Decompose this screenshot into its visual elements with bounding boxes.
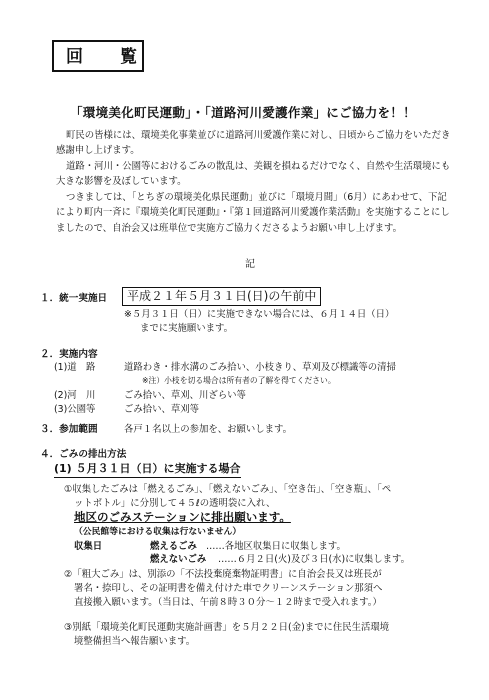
intro-paragraph-2 bbox=[56, 159, 456, 190]
intro-text-2: 道路・河川・公園等におけるごみの散乱は、美観を損ねるだけでなく、自然や生活環境にも大きな影響を及ぼしています。 bbox=[56, 161, 451, 188]
page-title: 回 覧 bbox=[66, 47, 147, 67]
item-3-line-1: ③別紙「環境美化町民運動実施計画書」を５月２２日(金)までに住民生活環境 bbox=[64, 622, 390, 633]
row-1-text: 道路わき・排水溝のごみ拾い、小枝きり、草刈及び標識等の清掃 bbox=[124, 362, 396, 373]
item-2-line-3: 直接搬入願います。（当日は、午前８時３０分～１２時まで受入れます。） bbox=[74, 597, 382, 608]
non-burnable-text: ……６月２日(火)及び３日(水)に収集します。 bbox=[218, 554, 411, 565]
headline: 「環境美化町民運動」・「道路河川愛護作業」にご協力を！！ bbox=[70, 105, 416, 120]
intro-paragraph-3 bbox=[56, 190, 456, 236]
section-3-text: 各戸１名以上の参加を、お願いします。 bbox=[124, 424, 293, 435]
row-3-label: (3)公園等 bbox=[54, 404, 96, 415]
section-4-label: ４．ごみの排出方法 bbox=[40, 449, 127, 460]
section-2-label: ２．実施内容 bbox=[40, 349, 98, 360]
section-4-sub: (1) ５月３１日（日）に実施する場合 bbox=[54, 461, 241, 478]
intro-text-3: つきましては、「とちぎの環境美化県民運動」並びに「環境月間」（6月）にあわせて、下記により町内一斉に『環境美化町民運動』・『第１回道路河川愛護作業活動』を実施することにしましたので、自治会又は班単位で実施方ご協力くださるようお願い申し上げます。 bbox=[56, 192, 450, 234]
non-burnable-label: 燃えないごみ bbox=[150, 554, 207, 565]
section-1-note-2: までに実施願います。 bbox=[140, 323, 233, 334]
row-2-text: ごみ拾い、草刈、川ざらい等 bbox=[124, 390, 246, 401]
burnable-text: ……各地区収集日に収集します。 bbox=[206, 541, 346, 552]
row-2-label: (2)河 川 bbox=[54, 390, 96, 401]
intro-paragraph-1 bbox=[56, 128, 456, 159]
section-1-label: １．統一実施日 bbox=[40, 293, 108, 304]
row-1-note: ※注）小枝を切る場合は所有者の了解を得てください。 bbox=[142, 376, 336, 385]
burnable-label: 燃えるごみ bbox=[150, 541, 197, 552]
ki-marker: 記 bbox=[245, 259, 255, 270]
intro-text-1: 町民の皆様には、環境美化事業並びに道路河川愛護作業に対し、日頃からご協力をいただき感謝申し上げます。 bbox=[56, 130, 451, 157]
row-3-text: ごみ拾い、草刈等 bbox=[124, 404, 200, 415]
implementation-date: 平成２１年５月３１日(日)の午前中 bbox=[122, 287, 321, 306]
item-1-line-1: ①収集したごみは「燃えるごみ」、「燃えないごみ」、「空き缶」、「空き瓶」、「ペ bbox=[64, 484, 392, 495]
kairan-title-box bbox=[52, 40, 147, 72]
item-1-line-2: ットボトル」に分別して４５ℓの透明袋に入れ、 bbox=[74, 498, 276, 509]
section-3-label: ３．参加範囲 bbox=[40, 424, 98, 435]
item-1-note: （公民館等における収集は行ないません） bbox=[74, 527, 242, 537]
item-2-line-2: 署名・捺印し、その証明書を備え付けた車でクリーンステーション那須へ bbox=[74, 583, 383, 594]
collection-day-label: 収集日 bbox=[74, 541, 103, 552]
item-3-line-2: 境整備担当へ報告願います。 bbox=[74, 636, 196, 647]
item-1-emphasis: 地区のごみステーションに排出願います。 bbox=[74, 510, 291, 524]
item-2-line-1: ②「粗大ごみ」は、別添の「不法投棄廃棄物証明書」に自治会長又は班長が bbox=[64, 569, 382, 580]
section-1-note-1: ※５月３１日（日）に実施できない場合には、６月１４日（日） bbox=[124, 309, 395, 320]
row-1-label: (1)道 路 bbox=[54, 362, 96, 373]
